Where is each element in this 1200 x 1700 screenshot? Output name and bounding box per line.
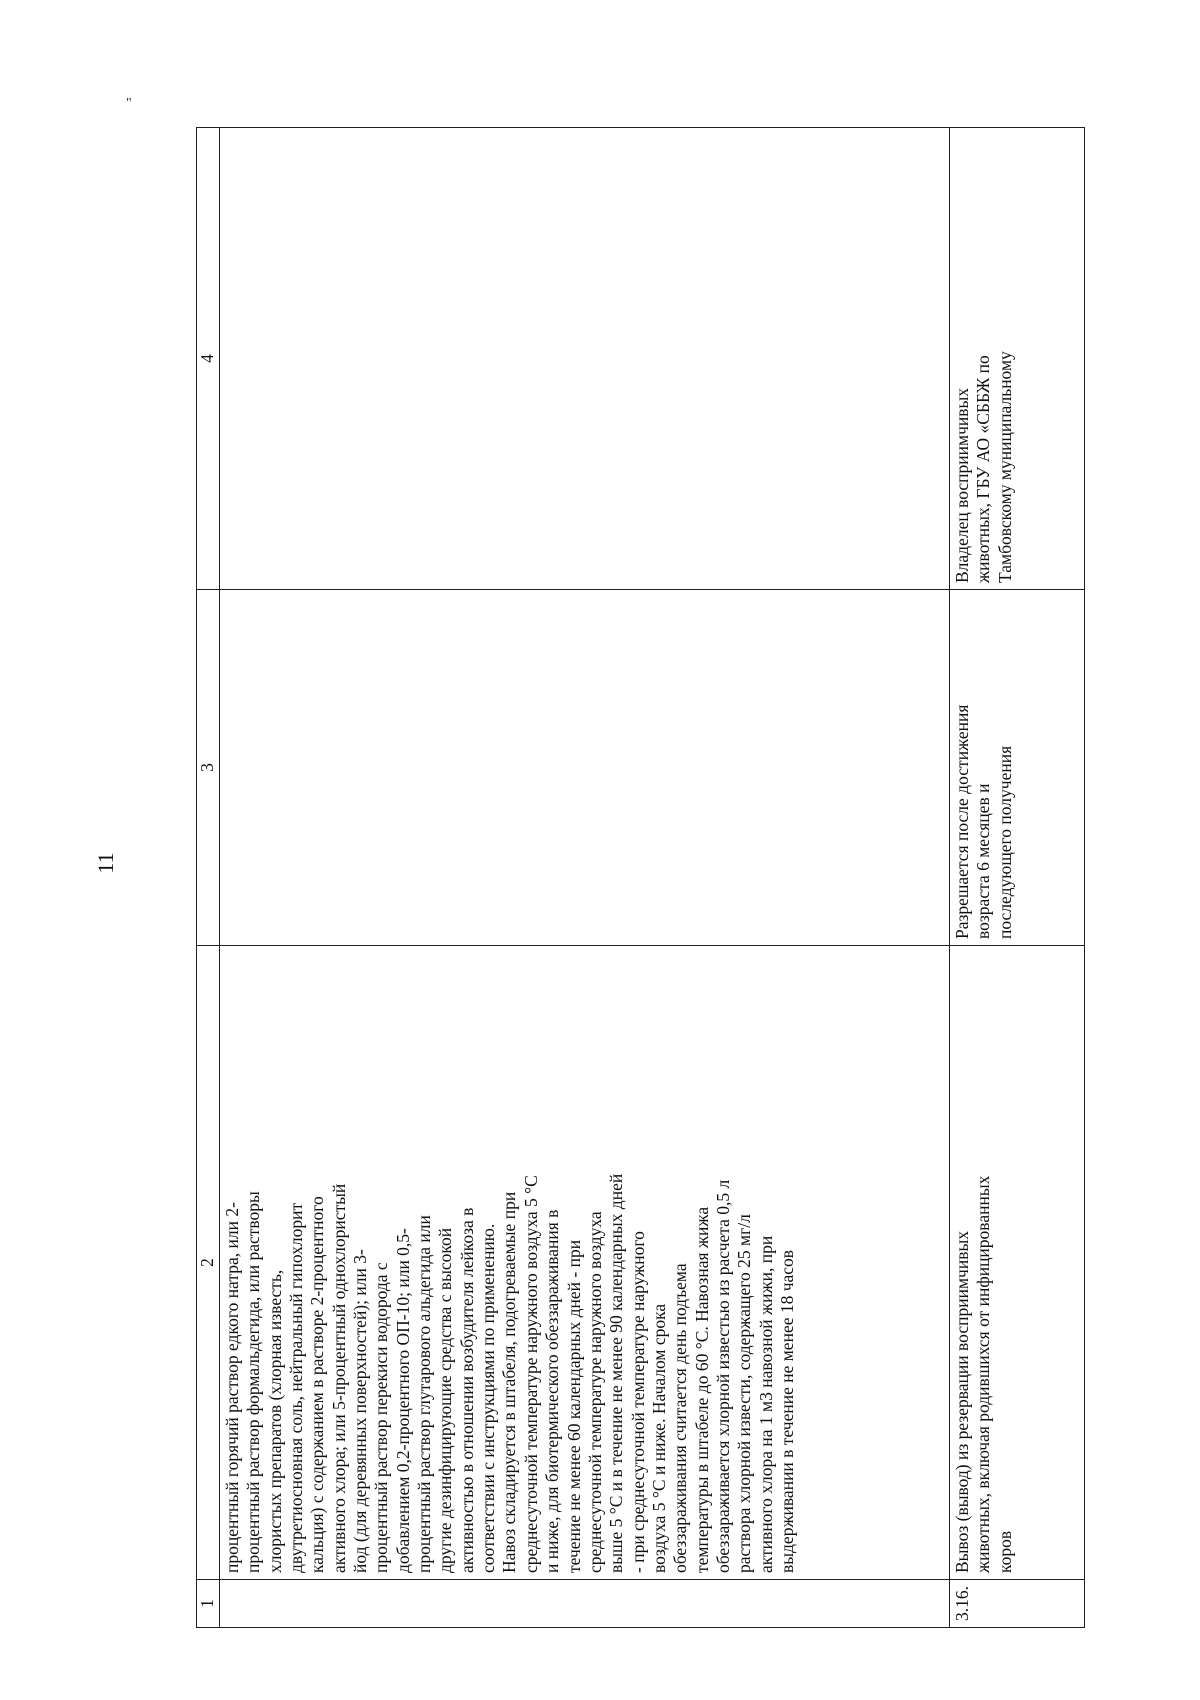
- responsible-cell: Владелец восприимчивых животных, ГБУ АО «СББЖ по Тамбовскому муниципальному: [950, 128, 1085, 590]
- column-header-3: 3: [197, 590, 220, 946]
- rotated-sheet: [196, 128, 1085, 1628]
- column-header-2: 2: [197, 946, 220, 1580]
- column-header-1: 1: [197, 1580, 220, 1628]
- table-row: [950, 128, 1085, 1628]
- row-number-cell: [220, 1580, 950, 1628]
- measures-table: [196, 127, 1085, 1628]
- responsible-cell: [220, 128, 950, 590]
- column-header-4: 4: [197, 128, 220, 590]
- stray-mark: ": [126, 96, 132, 111]
- timing-cell: [220, 590, 950, 946]
- page-number: 11: [93, 852, 118, 874]
- table-header-row: [197, 128, 220, 1628]
- measure-description-cell: Вывоз (вывод) из резервации восприимчивых животных, включая родившихся от инфицированных коров: [950, 946, 1085, 1580]
- timing-cell: Разрешается после достижения возраста 6 месяцев и последующего получения: [950, 590, 1085, 946]
- measure-description-cell: процентный горячий раствор едкого натра, или 2- процентный раствор формальдегида, или растворы хлористых препаратов (хлорная известь, двутретиосновная соль, нейтральный гипохлорит кальция) с содержанием в растворе 2-процентного активного хлора; или 5-процентный однохлористый йод (для деревянных поверхностей); или 3- процентный раствор перекиси водорода с добавлением 0,2-процентного ОП-10; или 0,5- процентный раствор глутарового альдегида или другие дезинфицирующие средства с высокой активностью в отношении возбудителя лейкоза в соответствии с инструкциями по применению. Навоз складируется в штабеля, подогреваемые при среднесуточной температуре наружного воздуха 5 °С и ниже, для биотермического обеззараживания в течение не менее 60 календарных дней - при среднесуточной температуре наружного воздуха выше 5 °С и в течение не менее 90 календарных дней - при среднесуточной температуре наружного воздуха 5 °С и ниже. Началом срока обеззараживания считается день подъема температуры в штабеле до 60 °С. Навозная жижа обеззараживается хлорной известью из расчета 0,5 л раствора хлорной извести, содержащего 25 мг/л активного хлора на 1 м3 навозной жижи, при выдерживании в течение не менее 18 часов: [220, 946, 950, 1580]
- row-number-cell: 3.16.: [950, 1580, 1085, 1628]
- table-row: [220, 128, 950, 1628]
